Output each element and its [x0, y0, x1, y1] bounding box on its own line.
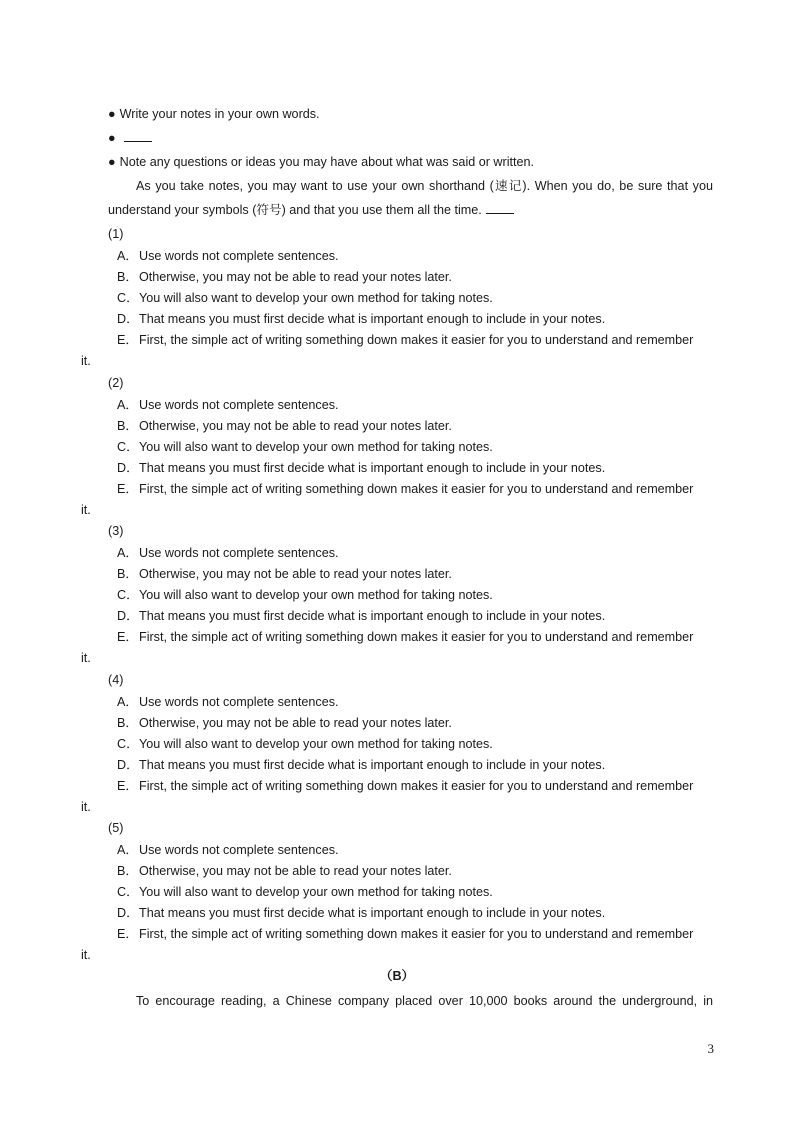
option-wrap-text: it. [81, 651, 91, 665]
option-letter: C． [117, 588, 139, 602]
answer-option[interactable] [117, 608, 605, 624]
answer-option[interactable] [117, 884, 493, 900]
answer-option[interactable] [117, 439, 493, 455]
bullet-item-blank [108, 130, 152, 146]
paragraph-line [108, 202, 514, 218]
answer-option[interactable] [117, 863, 452, 879]
answer-option[interactable] [117, 332, 693, 348]
option-letter: B． [117, 864, 138, 878]
bullet-text: Note any questions or ideas you may have about what was said or written. [119, 155, 535, 169]
option-letter: C． [117, 439, 139, 454]
option-text: First, the simple act of writing something down makes it easier for you to understand and remember [139, 630, 694, 644]
answer-option[interactable] [117, 290, 493, 306]
bullet-marker: ● [108, 131, 116, 145]
option-text: That means you must first decide what is important enough to include in your notes. [139, 460, 606, 475]
option-text: Use words not complete sentences. [139, 249, 339, 263]
option-wrap-text: it. [81, 354, 91, 368]
option-letter: E． [117, 481, 138, 496]
paragraph-line: To encourage reading, a Chinese company placed over 10,000 books around the underground, in [136, 994, 713, 1008]
bullet-text: Write your notes in your own words. [119, 107, 320, 121]
option-text: First, the simple act of writing something down makes it easier for you to understand and remember [139, 778, 694, 793]
option-letter: B． [117, 270, 138, 284]
answer-option[interactable] [117, 736, 493, 752]
option-letter: E． [117, 630, 138, 644]
answer-option[interactable] [117, 587, 493, 603]
bullet-item [108, 106, 320, 122]
answer-option[interactable] [117, 418, 452, 434]
option-text: First, the simple act of writing something down makes it easier for you to understand and remember [139, 333, 694, 347]
paragraph-line: As you take notes, you may want to use your own shorthand (速记). When you do, be sure that you [136, 179, 713, 193]
answer-option[interactable] [117, 566, 452, 582]
answer-option[interactable] [117, 842, 339, 858]
option-letter: B． [117, 715, 138, 730]
option-letter: B． [117, 567, 138, 581]
bullet-marker: ● [108, 107, 116, 121]
answer-option[interactable] [117, 905, 605, 921]
answer-blank[interactable] [486, 203, 514, 214]
option-letter: E． [117, 778, 138, 793]
option-text: Otherwise, you may not be able to read your notes later. [139, 418, 452, 433]
option-letter: C． [117, 885, 139, 899]
option-text: You will also want to develop your own method for taking notes. [139, 588, 493, 602]
answer-option[interactable] [117, 311, 605, 327]
option-letter: A． [117, 397, 138, 412]
answer-option[interactable] [117, 715, 452, 731]
option-letter: A． [117, 249, 138, 263]
option-letter: A． [117, 694, 138, 709]
option-text: You will also want to develop your own method for taking notes. [139, 439, 493, 454]
option-text: Use words not complete sentences. [139, 843, 339, 857]
option-letter: A． [117, 546, 138, 560]
option-wrap-text: it. [81, 502, 91, 517]
option-letter: E． [117, 333, 138, 347]
option-wrap-text: it. [81, 948, 91, 962]
option-text: That means you must first decide what is important enough to include in your notes. [139, 906, 606, 920]
question-label: (2) [108, 375, 124, 390]
answer-option[interactable] [117, 629, 693, 645]
option-letter: E． [117, 927, 138, 941]
option-text: You will also want to develop your own method for taking notes. [139, 291, 493, 305]
answer-option[interactable] [117, 397, 339, 413]
option-text: That means you must first decide what is important enough to include in your notes. [139, 312, 606, 326]
answer-blank[interactable] [124, 131, 152, 142]
question-label: (1) [108, 227, 124, 241]
option-text: Otherwise, you may not be able to read your notes later. [139, 715, 452, 730]
option-letter: D． [117, 757, 139, 772]
option-letter: D． [117, 906, 139, 920]
option-text: Use words not complete sentences. [139, 694, 339, 709]
answer-option[interactable] [117, 269, 452, 285]
option-text: You will also want to develop your own method for taking notes. [139, 885, 493, 899]
answer-option[interactable] [117, 248, 339, 264]
page-number: 3 [707, 1041, 714, 1056]
option-letter: D． [117, 460, 139, 475]
answer-option[interactable] [117, 926, 693, 942]
option-text: You will also want to develop your own method for taking notes. [139, 736, 493, 751]
option-text: Use words not complete sentences. [139, 397, 339, 412]
option-letter: A． [117, 843, 138, 857]
option-letter: B． [117, 418, 138, 433]
option-text: Otherwise, you may not be able to read your notes later. [139, 864, 452, 878]
question-label: (4) [108, 672, 124, 687]
option-letter: C． [117, 291, 139, 305]
option-text: Use words not complete sentences. [139, 546, 339, 560]
option-text: First, the simple act of writing something down makes it easier for you to understand and remember [139, 481, 694, 496]
option-letter: D． [117, 609, 139, 623]
answer-option[interactable] [117, 757, 605, 773]
answer-option[interactable] [117, 481, 693, 497]
question-label: (5) [108, 821, 124, 835]
question-label: (3) [108, 524, 124, 538]
answer-option[interactable] [117, 460, 605, 476]
option-wrap-text: it. [81, 799, 91, 814]
answer-option[interactable] [117, 778, 693, 794]
section-title: （B） [379, 969, 415, 983]
option-text: First, the simple act of writing something down makes it easier for you to understand and remember [139, 927, 694, 941]
answer-option[interactable] [117, 545, 339, 561]
option-text: That means you must first decide what is important enough to include in your notes. [139, 757, 606, 772]
option-text: Otherwise, you may not be able to read your notes later. [139, 270, 452, 284]
bullet-marker: ● [108, 155, 116, 169]
option-letter: C． [117, 736, 139, 751]
paragraph-text: understand your symbols (符号) and that you use them all the time. [108, 203, 482, 217]
option-text: Otherwise, you may not be able to read your notes later. [139, 567, 452, 581]
answer-option[interactable] [117, 694, 339, 710]
option-text: That means you must first decide what is important enough to include in your notes. [139, 609, 606, 623]
bullet-item [108, 154, 534, 170]
option-letter: D． [117, 312, 139, 326]
